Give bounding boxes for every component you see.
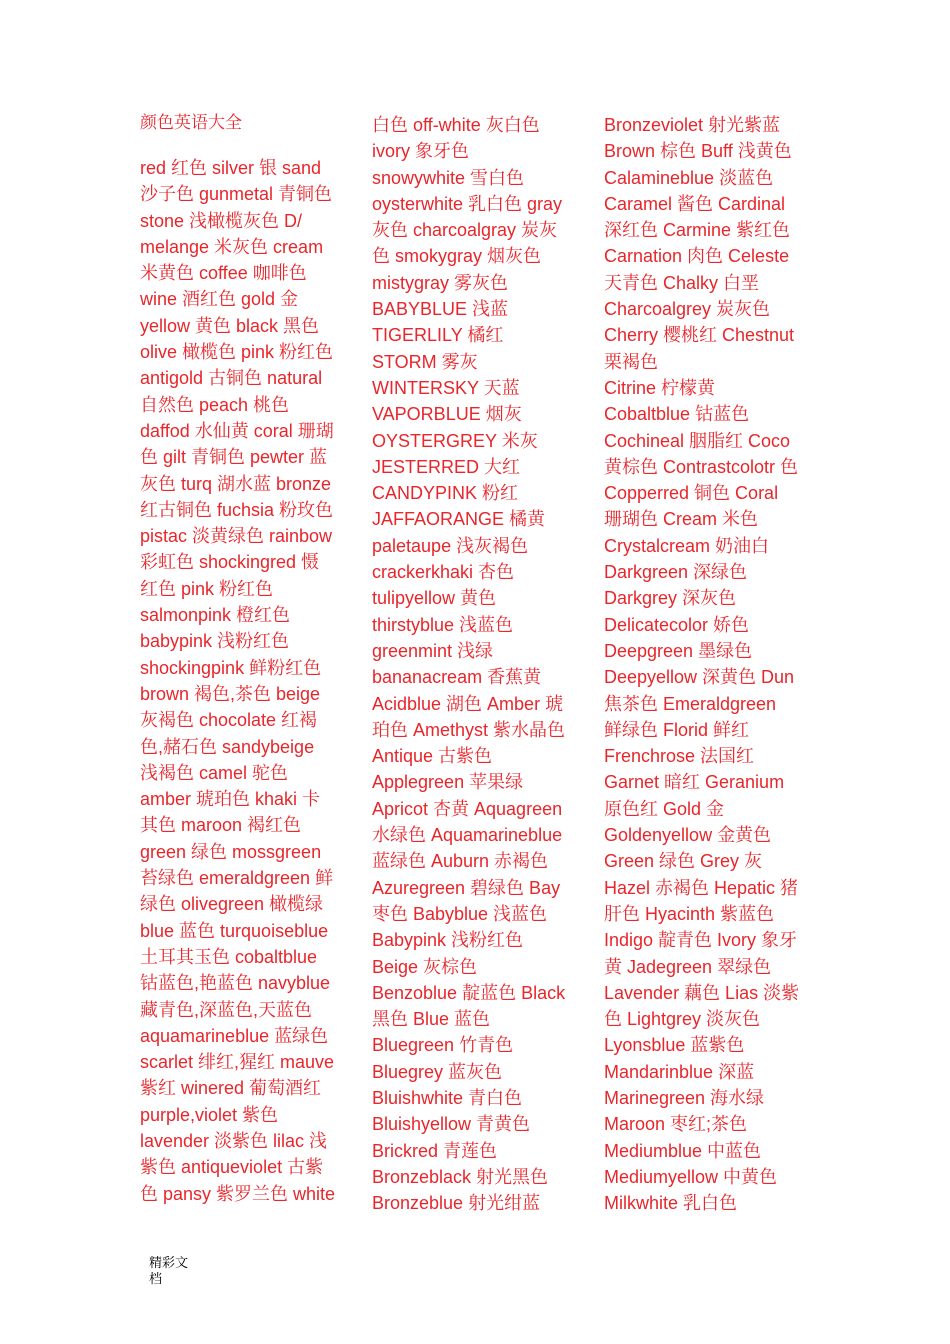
text-line: Darkgreen 深绿色 — [604, 562, 748, 583]
text-line: 沙子色 gunmetal 青铜色 — [140, 184, 333, 205]
text-line: 焦茶色 Emeraldgreen — [604, 693, 777, 714]
text-line: 土耳其玉色 cobaltblue — [140, 946, 318, 967]
text-line: snowywhite 雪白色 — [372, 167, 525, 188]
text-line: 灰褐色 chocolate 红褐 — [140, 710, 318, 731]
text-line: 蓝绿色 Auburn 赤褐色 — [372, 851, 549, 872]
text-line: Brickred 青莲色 — [372, 1140, 498, 1161]
text-line: green 绿色 mossgreen — [140, 841, 322, 862]
text-line: shockingpink 鲜粉红色 — [140, 657, 322, 678]
text-line: 天青色 Chalky 白垩 — [604, 272, 760, 293]
text-line: Lavender 藕色 Lias 淡紫 — [604, 982, 800, 1003]
text-line: 藏青色,深蓝色,天蓝色 — [140, 999, 313, 1020]
text-line: crackerkhaki 杏色 — [372, 562, 515, 583]
text-line: Beige 灰棕色 — [372, 956, 478, 977]
text-line: Calamineblue 淡蓝色 — [604, 167, 774, 188]
text-line: yellow 黄色 black 黑色 — [140, 315, 320, 336]
text-line: 鲜绿色 Florid 鲜红 — [604, 719, 750, 740]
text-line: Antique 古紫色 — [372, 746, 493, 767]
text-line: 钴蓝色,艳蓝色 navyblue — [140, 973, 331, 994]
text-line: Bronzeviolet 射光紫蓝 — [604, 115, 781, 135]
text-line: 珀色 Amethyst 紫水晶色 — [372, 719, 566, 740]
text-line: Marinegreen 海水绿 — [604, 1087, 765, 1108]
text-line: Deepgreen 墨绿色 — [604, 640, 753, 661]
page-footer: 精彩文档 — [149, 1256, 189, 1287]
text-line: aquamarineblue 蓝绿色 — [140, 1025, 329, 1046]
text-line: Green 绿色 Grey 灰 — [604, 851, 763, 872]
text-line: 紫红 winered 葡萄酒红 — [140, 1078, 322, 1099]
text-line: Milkwhite 乳白色 — [604, 1193, 738, 1214]
text-line: Bronzeblack 射光黑色 — [372, 1166, 549, 1187]
text-line: Mediumyellow 中黄色 — [604, 1166, 778, 1187]
text-line: Babypink 浅粉红色 — [372, 930, 524, 951]
text-line: 苔绿色 emeraldgreen 鲜 — [140, 868, 334, 889]
text-line: 黄 Jadegreen 翠绿色 — [604, 956, 772, 977]
text-line: daffod 水仙黄 coral 珊瑚 — [140, 420, 334, 441]
text-line: 自然色 peach 桃色 — [140, 394, 290, 415]
text-line: STORM 雾灰 — [372, 351, 478, 372]
text-line: Bluegrey 蓝灰色 — [372, 1061, 503, 1082]
text-line: Copperred 铜色 Coral — [604, 483, 779, 504]
text-line: blue 蓝色 turquoiseblue — [140, 920, 329, 941]
text-line: Apricot 杏黄 Aquagreen — [372, 798, 563, 819]
text-line: 水绿色 Aquamarineblue — [372, 825, 563, 846]
text-line: 米黄色 coffee 咖啡色 — [140, 263, 307, 284]
text-line: red 红色 silver 银 sand — [140, 158, 322, 178]
text-line: purple,violet 紫色 — [140, 1104, 279, 1125]
text-line: antigold 古铜色 natural — [140, 368, 323, 389]
text-line: Carnation 肉色 Celeste — [604, 246, 790, 267]
text-line: Charcoalgrey 炭灰色 — [604, 299, 771, 320]
text-line: bananacream 香蕉黄 — [372, 667, 542, 688]
text-line: Azuregreen 碧绿色 Bay — [372, 877, 561, 898]
text-line: Mandarinblue 深蓝 — [604, 1061, 755, 1082]
text-line: Cobaltblue 钴蓝色 — [604, 404, 750, 425]
text-line: ivory 象牙色 — [372, 141, 470, 162]
text-line: 深红色 Carmine 紫红色 — [604, 220, 791, 241]
text-line: Benzoblue 靛蓝色 Black — [372, 982, 566, 1003]
text-line: Crystalcream 奶油白 — [604, 535, 770, 556]
text-line: stone 浅橄榄灰色 D/ — [140, 210, 303, 231]
text-line: Cherry 樱桃红 Chestnut — [604, 325, 795, 346]
text-line: OYSTERGREY 米灰 — [372, 430, 538, 451]
text-line: Bluishwhite 青白色 — [372, 1087, 523, 1108]
text-line: Goldenyellow 金黄色 — [604, 825, 772, 846]
text-line: 珊瑚色 Cream 米色 — [604, 509, 759, 530]
text-line: Bluegreen 竹青色 — [372, 1035, 514, 1056]
text-line: 白色 off-white 灰白色 — [372, 115, 540, 135]
text-line: BABYBLUE 浅蓝 — [372, 299, 509, 320]
text-line: Indigo 靛青色 Ivory 象牙 — [604, 930, 798, 951]
text-line: WINTERSKY 天蓝 — [372, 377, 520, 398]
text-line: 绿色 olivegreen 橄榄绿 — [140, 894, 324, 915]
text-line: olive 橄榄色 pink 粉红色 — [140, 342, 334, 363]
text-line: amber 琥珀色 khaki 卡 — [140, 789, 321, 810]
text-line: Citrine 柠檬黄 — [604, 377, 716, 398]
text-column-1 — [140, 155, 345, 1207]
text-line: Garnet 暗红 Geranium — [604, 772, 785, 793]
text-line: Delicatecolor 娇色 — [604, 614, 750, 635]
text-line: TIGERLILY 橘红 — [372, 325, 504, 346]
text-line: brown 褐色,茶色 beige — [140, 683, 321, 704]
text-line: babypink 浅粉红色 — [140, 631, 290, 652]
text-line: 黑色 Blue 蓝色 — [372, 1009, 491, 1030]
text-line: 色 Lightgrey 淡灰色 — [604, 1009, 761, 1030]
text-line: Mediumblue 中蓝色 — [604, 1140, 762, 1161]
text-line: CANDYPINK 粉红 — [372, 483, 519, 504]
text-line: paletaupe 浅灰褐色 — [372, 535, 529, 556]
text-line: oysterwhite 乳白色 gray — [372, 193, 563, 214]
text-line: tulipyellow 黄色 — [372, 588, 497, 609]
text-line: 彩虹色 shockingred 慑 — [140, 552, 320, 573]
text-line: lavender 淡紫色 lilac 浅 — [140, 1130, 328, 1151]
text-line: 浅褐色 camel 驼色 — [140, 762, 289, 783]
text-line: JAFFAORANGE 橘黄 — [372, 509, 546, 530]
text-line: 灰色 charcoalgray 炭灰 — [372, 220, 558, 241]
text-line: salmonpink 橙红色 — [140, 605, 291, 626]
text-line: Frenchrose 法国红 — [604, 746, 755, 767]
text-line: 红古铜色 fuchsia 粉玫色 — [140, 499, 334, 520]
text-line: 紫色 antiqueviolet 古紫 — [140, 1157, 324, 1178]
text-line: thirstyblue 浅蓝色 — [372, 614, 514, 635]
text-line: Lyonsblue 蓝紫色 — [604, 1035, 745, 1056]
text-line: Cochineal 胭脂红 Coco — [604, 430, 791, 451]
text-line: 其色 maroon 褐红色 — [140, 815, 302, 836]
text-line: Brown 棕色 Buff 浅黄色 — [604, 141, 792, 162]
text-line: Maroon 枣红;茶色 — [604, 1114, 748, 1135]
text-line: JESTERRED 大红 — [372, 456, 521, 477]
text-line: VAPORBLUE 烟灰 — [372, 404, 522, 425]
text-line: 原色红 Gold 金 — [604, 798, 725, 819]
text-line: Deepyellow 深黄色 Dun — [604, 667, 795, 688]
text-column-2 — [372, 112, 582, 1216]
text-column-3 — [604, 112, 814, 1216]
text-line: pistac 淡黄绿色 rainbow — [140, 526, 333, 547]
text-line: 色 smokygray 烟灰色 — [372, 246, 542, 267]
text-line: wine 酒红色 gold 金 — [140, 289, 299, 310]
text-line: melange 米灰色 cream — [140, 236, 324, 257]
text-line: mistygray 雾灰色 — [372, 272, 509, 293]
text-line: 红色 pink 粉红色 — [140, 578, 274, 599]
text-line: 肝色 Hyacinth 紫蓝色 — [604, 903, 775, 924]
text-line: 枣色 Babyblue 浅蓝色 — [372, 903, 548, 924]
text-line: scarlet 绯红,猩红 mauve — [140, 1052, 335, 1073]
text-line: Acidblue 湖色 Amber 琥 — [372, 693, 564, 714]
text-line: Applegreen 苹果绿 — [372, 772, 524, 793]
text-line: 色,赭石色 sandybeige — [140, 736, 315, 757]
text-line: 色 pansy 紫罗兰色 white — [140, 1183, 336, 1204]
text-line: greenmint 浅绿 — [372, 640, 494, 661]
text-line: Bluishyellow 青黄色 — [372, 1114, 531, 1135]
text-line: Darkgrey 深灰色 — [604, 588, 737, 609]
text-line: 色 gilt 青铜色 pewter 蓝 — [140, 447, 328, 468]
text-line: Hazel 赤褐色 Hepatic 猪 — [604, 877, 799, 898]
text-line: 栗褐色 — [604, 351, 658, 372]
text-line: 灰色 turq 湖水蓝 bronze — [140, 473, 332, 494]
text-line: Caramel 酱色 Cardinal — [604, 193, 786, 214]
text-line: 黄棕色 Contrastcolotr 色 — [604, 456, 799, 477]
text-line: Bronzeblue 射光绀蓝 — [372, 1193, 541, 1214]
page-heading: 颜色英语大全 — [140, 113, 242, 133]
